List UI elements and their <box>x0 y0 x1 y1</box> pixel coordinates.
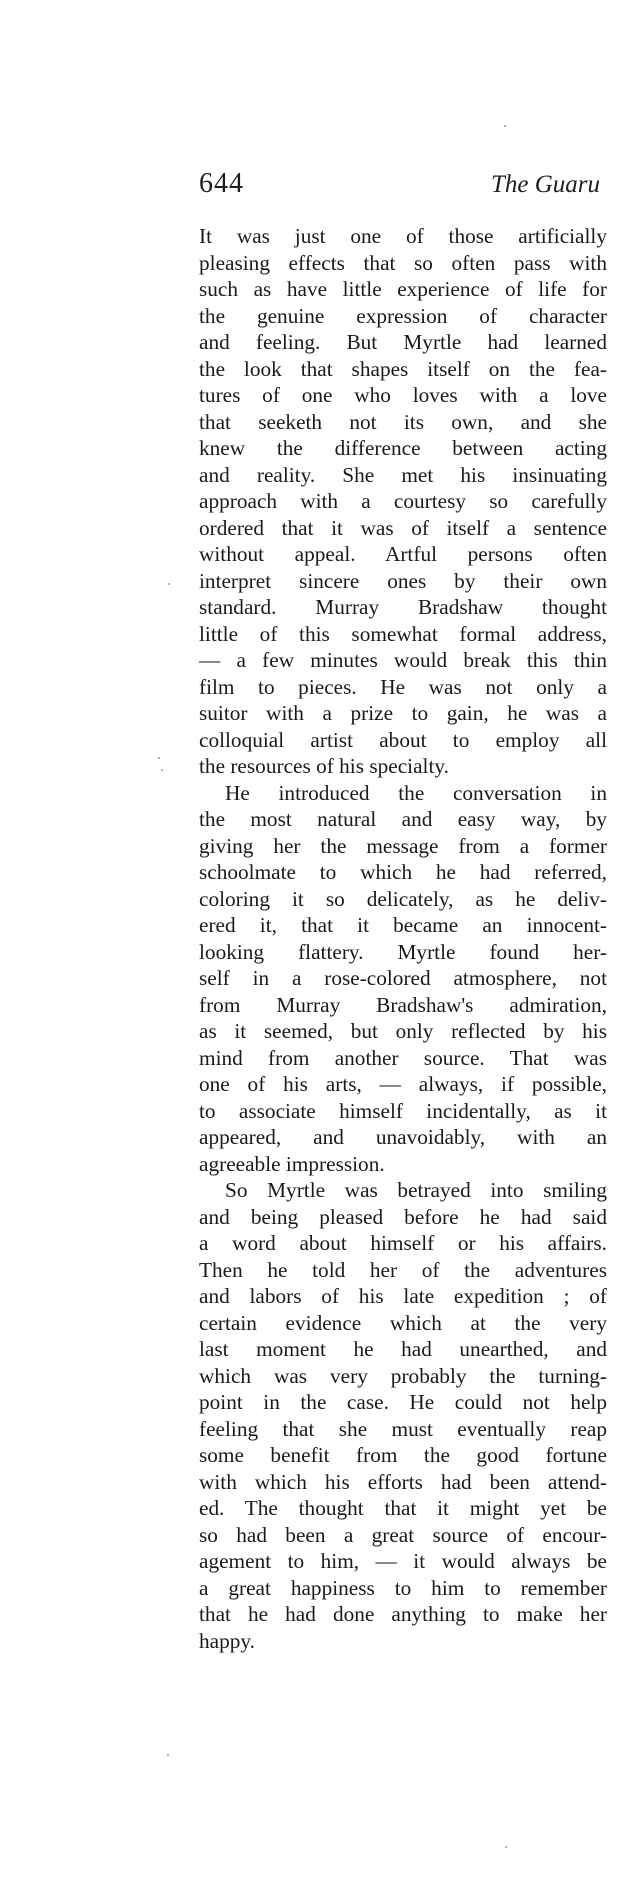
text-line: self in a rose-colored atmosphere, not <box>199 966 607 990</box>
text-line: some benefit from the good fortune <box>199 1443 607 1467</box>
paragraph-container <box>199 223 607 1654</box>
paragraph <box>199 1177 607 1654</box>
text-line: Then he told her of the adventures <box>199 1257 607 1282</box>
paper-speck <box>167 1754 169 1756</box>
text-line: little of this somewhat formal address, <box>199 621 607 646</box>
paper-speck <box>505 1846 507 1848</box>
text-line: from Murray Bradshaw's admiration, <box>199 992 607 1017</box>
text-line: ordered that it was of itself a sentence <box>199 515 607 540</box>
text-line: appeared, and unavoidably, with an <box>199 1125 607 1149</box>
text-line: as it seemed, but only reflected by his <box>199 1019 607 1043</box>
paragraph <box>199 223 607 780</box>
text-line: the genuine expression of character <box>199 303 607 328</box>
text-line: a great happiness to him to remember <box>199 1575 607 1600</box>
body-text <box>199 223 607 1654</box>
text-line: last moment he had unearthed, and <box>199 1337 607 1361</box>
text-line: and labors of his late expedition ; of <box>199 1284 607 1308</box>
text-line: to associate himself incidentally, as it <box>199 1098 607 1123</box>
text-line: knew the difference between acting <box>199 436 607 460</box>
text-line: coloring it so delicately, as he deliv- <box>199 886 607 911</box>
text-line: giving her the message from a former <box>199 833 607 858</box>
text-line: that he had done anything to make her <box>199 1602 607 1626</box>
text-line: So Myrtle was betrayed into smiling <box>225 1178 607 1202</box>
text-line: feeling that she must eventually reap <box>199 1416 607 1441</box>
text-line: the look that shapes itself on the fea- <box>199 356 607 381</box>
text-line: approach with a courtesy so carefully <box>199 489 607 513</box>
text-line: and reality. She met his insinuating <box>199 462 607 487</box>
text-line: looking flattery. Myrtle found her- <box>199 939 607 964</box>
text-line: mind from another source. That was <box>199 1045 607 1070</box>
page-header <box>199 168 641 208</box>
text-line: — a few minutes would break this thin <box>199 648 607 672</box>
text-line: schoolmate to which he had referred, <box>199 860 607 884</box>
paper-speck <box>158 757 160 759</box>
text-line: ered it, that it became an innocent- <box>199 913 607 937</box>
text-line: agement to him, — it would always be <box>199 1549 607 1573</box>
text-line: a word about himself or his affairs. <box>199 1231 607 1255</box>
text-line: the resources of his specialty. <box>199 754 449 778</box>
text-line: and feeling. But Myrtle had learned <box>199 330 607 354</box>
text-line: suitor with a prize to gain, he was a <box>199 701 607 725</box>
text-line: with which his efforts had been attend- <box>199 1469 607 1494</box>
text-line: and being pleased before he had said <box>199 1204 607 1229</box>
text-line: It was just one of those artificially <box>199 224 607 248</box>
text-line: colloquial artist about to employ all <box>199 727 607 752</box>
text-line: that seeketh not its own, and she <box>199 409 607 434</box>
text-line: certain evidence which at the very <box>199 1310 607 1335</box>
text-line: one of his arts, — always, if possible, <box>199 1072 607 1096</box>
text-line: tures of one who loves with a love <box>199 383 607 407</box>
text-line: pleasing effects that so often pass with <box>199 250 607 275</box>
text-line: so had been a great source of encour- <box>199 1522 607 1547</box>
text-line: such as have little experience of life for <box>199 277 607 301</box>
paper-speck <box>161 769 163 771</box>
page-number: 644 <box>199 168 244 199</box>
text-line: interpret sincere ones by their own <box>199 568 607 593</box>
paper-speck <box>168 583 170 585</box>
text-line: film to pieces. He was not only a <box>199 674 607 699</box>
text-line: without appeal. Artful persons often <box>199 542 607 566</box>
text-line: He introduced the conversation in <box>225 780 607 805</box>
paper-speck <box>504 125 506 127</box>
text-line: standard. Murray Bradshaw thought <box>199 595 607 619</box>
text-line: which was very probably the turning- <box>199 1363 607 1388</box>
text-line: ed. The thought that it might yet be <box>199 1496 607 1520</box>
text-line: point in the case. He could not help <box>199 1390 607 1414</box>
text-line: agreeable impression. <box>199 1151 385 1176</box>
text-line: happy. <box>199 1628 255 1653</box>
running-head: The Guarи <box>491 171 601 198</box>
text-line: the most natural and easy way, by <box>199 807 607 831</box>
paragraph <box>199 780 607 1178</box>
